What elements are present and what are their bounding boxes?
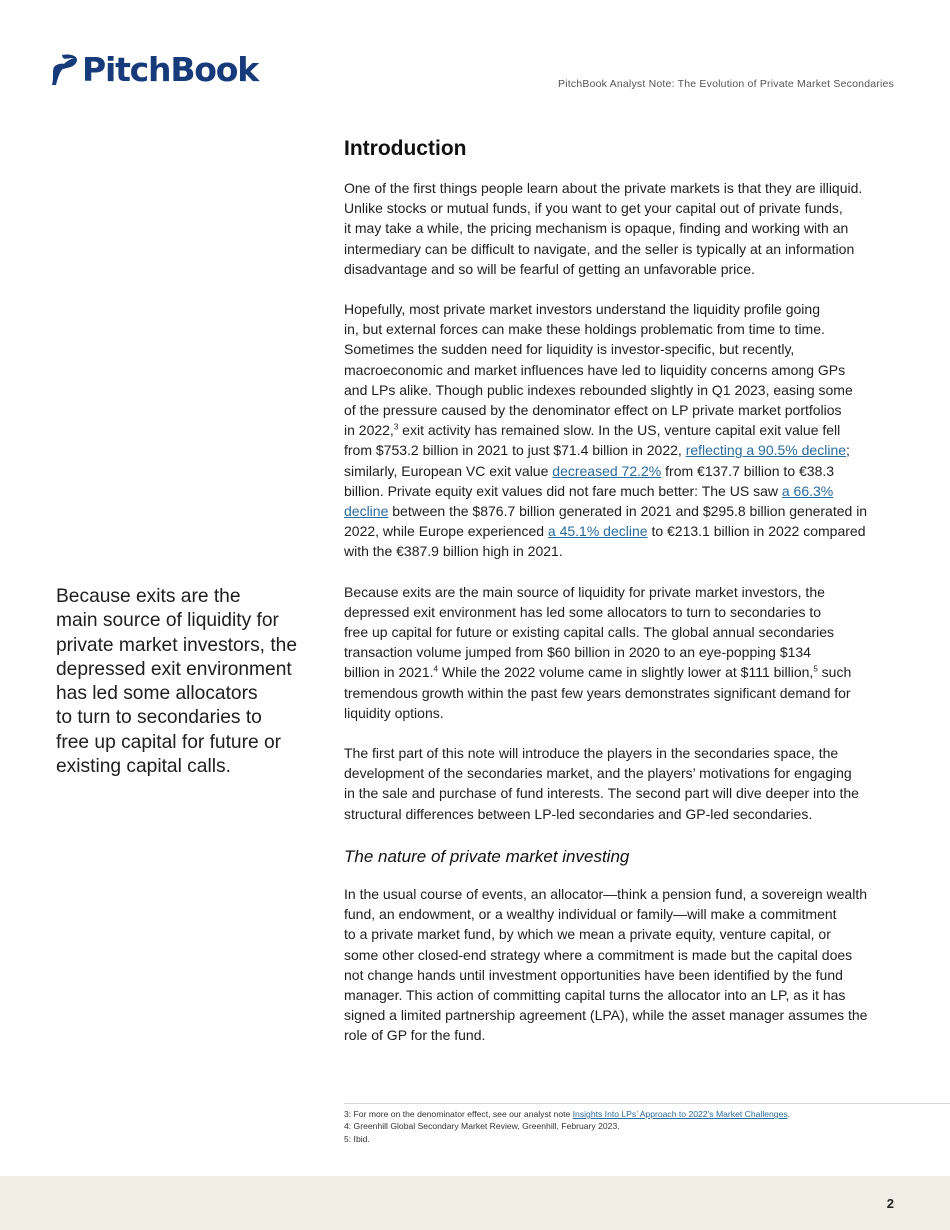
link-europe-vc-decrease[interactable]: decreased 72.2% xyxy=(552,462,662,479)
logo-text: PitchBook xyxy=(82,50,258,89)
pull-quote: Because exits are the main source of liquidity for private market investors, the depressed exit environment has led some allocators to turn to secondaries to free up capital for future or existing capital calls. xyxy=(56,586,298,778)
text-span: from €137.7 billion to €38.3 billion. Private equity exit values did not fare much better: The US saw xyxy=(344,462,835,499)
text-span: Hopefully, most private market investors understand the liquidity profile going in, but external forces can make these holdings problematic from time to time. Sometimes the sudden need for liquidity is investor-specific, but recently, macroeconomic and market influences have led to liquidity concerns among GPs and LPs alike. Though public indexes rebounded slightly in Q1 2023, easing some of the pressure caused by the denominator effect on LP private market portfolios in 2022, xyxy=(344,301,853,439)
footnote-ref-4[interactable]: 4 xyxy=(433,664,438,674)
footnotes xyxy=(344,1108,924,1145)
text-span: such tremendous growth within the past few years demonstrates significant demand for liquidity options. xyxy=(344,664,852,721)
footnote-4: 4: Greenhill Global Secondary Market Review, Greenhill, February 2023. xyxy=(344,1121,620,1132)
text-span: ; similarly, European VC exit value xyxy=(344,442,850,479)
header-note-title: PitchBook Analyst Note: The Evolution of Private Market Secondaries xyxy=(558,78,894,90)
pitchbook-leaf-icon xyxy=(50,53,80,87)
link-europe-pe-decline[interactable]: a 45.1% decline xyxy=(547,523,648,540)
footnote-5: 5: Ibid. xyxy=(344,1133,370,1144)
intro-paragraph-1: One of the first things people learn about the private markets is that they are illiquid. Unlike stocks or mutual funds, if you want to get your capital out of private funds, it may take a while, the pricing mechanism is opaque, finding and working with an intermediary can be difficult to navigate, and the seller is typically at an information disadvantage and so will be fearful of getting an unfavorable price. xyxy=(344,180,863,277)
footer-band xyxy=(0,1176,950,1230)
nature-paragraph-1: In the usual course of events, an allocator—think a pension fund, a sovereign wealth fund, an endowment, or a wealthy individual or family—will make a commitment to a private market fund, by which we mean a private equity, venture capital, or some other closed-end strategy where a commitment is made but the capital does not change hands until investment opportunities have been identified by the fund manager. This action of committing capital turns the allocator into an LP, as it has signed a limited partnership agreement (LPA), while the asset manager assumes the role of GP for the fund. xyxy=(344,885,868,1044)
link-analyst-note[interactable]: Insights Into LPs’ Approach to 2022’s Market Challenges xyxy=(572,1109,788,1119)
section-title-nature: The nature of private market investing xyxy=(344,846,630,866)
link-us-vc-decline[interactable]: reflecting a 90.5% decline xyxy=(685,442,847,459)
main-content xyxy=(344,136,904,1046)
footnote-divider xyxy=(344,1103,950,1104)
footnote-ref-3[interactable]: 3 xyxy=(393,422,399,432)
text-span: to €213.1 billion in 2022 compared with the €387.9 billion high in 2021. xyxy=(344,523,866,560)
section-title-introduction: Introduction xyxy=(344,137,467,160)
pitchbook-logo[interactable] xyxy=(50,52,258,88)
text-span: While the 2022 volume came in slightly lower at $111 billion, xyxy=(437,664,814,681)
text-span: Because exits are the main source of liquidity for private market investors, the depressed exit environment has led some allocators to turn to secondaries to free up capital for future or existing capital calls. The global annual secondaries transaction volume jumped from $60 billion in 2020 to an eye-popping $134 billion in 2021. xyxy=(344,583,835,681)
link-us-pe-decline[interactable]: a 66.3% decline xyxy=(344,482,834,520)
text-span: exit activity has remained slow. In the US, venture capital exit value fell from $753.2 billion in 2021 to just $71.4 billion in 2022, xyxy=(344,422,841,459)
intro-paragraph-2 xyxy=(344,299,904,562)
page-number: 2 xyxy=(886,1196,894,1211)
intro-paragraph-4: The first part of this note will introduce the players in the secondaries space, the development of the secondaries market, and the players’ motivations for engaging in the sale and purchase of fund interests. The second part will dive deeper into the structural differences between LP-led secondaries and GP-led secondaries. xyxy=(344,745,859,822)
text-span: 3: For more on the denominator effect, see our analyst note xyxy=(344,1109,573,1119)
text-span: . xyxy=(787,1109,791,1119)
footnote-3 xyxy=(344,1108,924,1120)
intro-paragraph-3 xyxy=(344,582,904,723)
footnote-ref-5[interactable]: 5 xyxy=(813,664,818,674)
text-span: between the $876.7 billion generated in 2021 and $295.8 billion generated in 2022, while Europe experienced xyxy=(344,503,868,540)
